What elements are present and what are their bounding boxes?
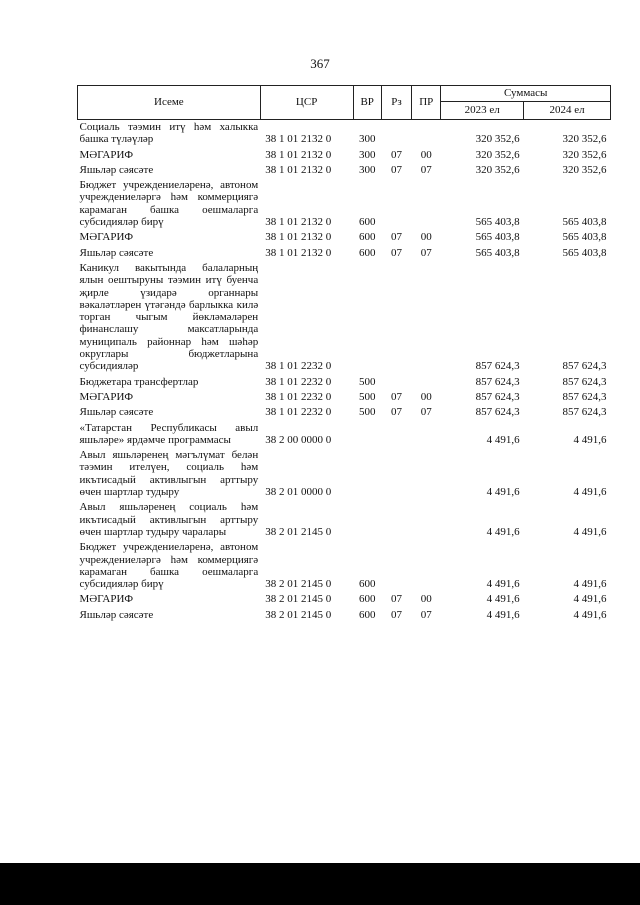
table-row	[78, 540, 611, 592]
row-pr	[412, 540, 441, 592]
header-vr: ВР	[353, 86, 381, 120]
row-sum-2023: 320 352,6	[475, 148, 520, 161]
row-pr	[412, 120, 441, 148]
row-name: Авыл яшьләренең мәгълүмат белән тәэмин ителүен, социаль һәм икътисадый активлыгын арттыру өчен шартлар тудыру	[79, 449, 259, 499]
header-csr: ЦСР	[260, 86, 353, 120]
table-row	[78, 163, 611, 178]
row-rz	[381, 120, 411, 148]
header-rz: Рз	[381, 86, 411, 120]
row-sum-2024: 565 403,8	[562, 246, 607, 259]
row-csr: 38 2 01 0000 0	[265, 486, 332, 499]
header-year-2023: 2023 ел	[441, 102, 524, 120]
table-row	[78, 390, 611, 405]
header-pr: ПР	[412, 86, 441, 120]
row-sum-2023: 4 491,6	[486, 433, 520, 446]
row-sum-2024: 320 352,6	[562, 133, 607, 146]
row-sum-2023: 565 403,8	[475, 246, 520, 259]
row-name: Яшьләр сәясәте	[79, 246, 154, 259]
row-csr: 38 1 01 2132 0	[265, 216, 332, 229]
row-csr: 38 1 01 2132 0	[265, 246, 332, 259]
row-name: Яшьләр сәясәте	[79, 163, 154, 176]
row-csr: 38 1 01 2232 0	[265, 406, 332, 419]
row-pr	[412, 500, 441, 540]
scan-bottom-edge	[0, 863, 640, 905]
row-rz: 07	[390, 390, 402, 403]
row-sum-2023: 4 491,6	[486, 578, 520, 591]
row-rz: 07	[390, 148, 402, 161]
row-name: Бюджет учреждениеләренә, автоном учреждениеләргә һәм коммерциягә карамаган башка оешмаларга субсидияләр бирү	[79, 541, 259, 591]
row-sum-2023: 320 352,6	[475, 163, 520, 176]
row-pr	[412, 421, 441, 449]
row-csr: 38 1 01 2132 0	[265, 133, 332, 146]
row-pr: 00	[420, 390, 432, 403]
row-pr: 07	[420, 246, 432, 259]
row-pr	[412, 178, 441, 230]
row-pr	[412, 261, 441, 375]
row-sum-2024: 4 491,6	[573, 608, 607, 621]
row-sum-2023: 857 624,3	[475, 375, 520, 388]
row-sum-2023: 4 491,6	[486, 486, 520, 499]
row-sum-2023: 857 624,3	[475, 406, 520, 419]
row-rz: 07	[390, 231, 402, 244]
row-pr	[412, 375, 441, 390]
row-vr: 600	[358, 608, 376, 621]
row-rz: 07	[390, 246, 402, 259]
row-rz	[381, 261, 411, 375]
row-csr: 38 1 01 2132 0	[265, 148, 332, 161]
budget-table	[77, 85, 611, 623]
table-row	[78, 230, 611, 245]
row-rz: 07	[390, 163, 402, 176]
row-vr	[353, 448, 381, 500]
table-row	[78, 120, 611, 148]
row-sum-2024: 4 491,6	[573, 486, 607, 499]
row-csr: 38 1 01 2232 0	[265, 360, 332, 373]
row-vr: 500	[358, 406, 376, 419]
row-name: Бюджет учреждениеләренә, автоном учреждениеләргә һәм коммерциягә карамаган башка оешмаларга субсидияләр бирү	[79, 179, 259, 229]
row-sum-2024: 4 491,6	[573, 578, 607, 591]
row-pr: 00	[420, 593, 432, 606]
row-vr: 600	[358, 593, 376, 606]
row-sum-2024: 565 403,8	[562, 231, 607, 244]
row-name: Яшьләр сәясәте	[79, 406, 154, 419]
row-name: МӘГАРИФ	[79, 390, 134, 403]
row-name: МӘГАРИФ	[79, 593, 134, 606]
row-name: Бюджетара трансфертлар	[79, 375, 199, 388]
row-sum-2023: 4 491,6	[486, 593, 520, 606]
table-header	[78, 86, 611, 120]
row-rz	[381, 540, 411, 592]
row-pr	[412, 448, 441, 500]
table-row	[78, 405, 611, 420]
page-number: 367	[310, 56, 330, 71]
table-row	[78, 500, 611, 540]
row-csr: 38 2 01 2145 0	[265, 525, 332, 538]
row-csr: 38 1 01 2232 0	[265, 390, 332, 403]
row-sum-2024: 857 624,3	[562, 390, 607, 403]
row-rz: 07	[390, 608, 402, 621]
table-row	[78, 592, 611, 607]
row-vr: 600	[358, 578, 376, 591]
table-row	[78, 246, 611, 261]
row-csr: 38 2 01 2145 0	[265, 608, 332, 621]
row-name: «Татарстан Республикасы авыл яшьләре» ярдәмче программасы	[79, 421, 259, 446]
row-name: МӘГАРИФ	[79, 148, 134, 161]
row-sum-2024: 565 403,8	[562, 216, 607, 229]
row-sum-2024: 857 624,3	[562, 360, 607, 373]
row-sum-2024: 857 624,3	[562, 406, 607, 419]
row-vr: 500	[358, 375, 376, 388]
row-sum-2023: 565 403,8	[475, 231, 520, 244]
row-csr: 38 1 01 2132 0	[265, 231, 332, 244]
table-row	[78, 608, 611, 623]
row-rz	[381, 448, 411, 500]
table-row	[78, 178, 611, 230]
row-sum-2024: 320 352,6	[562, 148, 607, 161]
header-name: Исеме	[78, 86, 261, 120]
row-sum-2023: 4 491,6	[486, 525, 520, 538]
row-vr: 600	[358, 231, 376, 244]
row-rz	[381, 178, 411, 230]
row-name: Каникул вакытында балаларның ялын оештыруны тәэмин итү буенча җирле үзидарә органнары вәкаләтләрен үтәгәндә барлыкка килә торган чыгым йөкләмәләрен финанслашу максатларында муниципаль районнар һәм шәһәр округлары бюджетларына субсидияләр	[79, 261, 259, 373]
header-sums: Суммасы	[441, 86, 611, 102]
row-csr: 38 2 01 2145 0	[265, 593, 332, 606]
row-vr: 600	[358, 246, 376, 259]
row-csr: 38 2 01 2145 0	[265, 578, 332, 591]
row-rz	[381, 500, 411, 540]
row-name: Авыл яшьләренең социаль һәм икътисадый активлыгын арттыру өчен шартлар тудыру чаралары	[79, 501, 259, 538]
row-sum-2024: 4 491,6	[573, 433, 607, 446]
row-vr: 300	[358, 133, 376, 146]
row-sum-2023: 565 403,8	[475, 216, 520, 229]
table-row	[78, 261, 611, 375]
row-vr	[353, 500, 381, 540]
row-pr: 07	[420, 406, 432, 419]
table-body	[78, 120, 611, 623]
table-row	[78, 421, 611, 449]
table-row	[78, 448, 611, 500]
row-rz: 07	[390, 406, 402, 419]
row-sum-2023: 857 624,3	[475, 360, 520, 373]
row-vr: 300	[358, 148, 376, 161]
row-csr: 38 1 01 2232 0	[265, 375, 332, 388]
row-sum-2024: 4 491,6	[573, 593, 607, 606]
row-vr	[353, 421, 381, 449]
table-row	[78, 375, 611, 390]
row-rz	[381, 421, 411, 449]
row-pr: 07	[420, 608, 432, 621]
row-sum-2023: 320 352,6	[475, 133, 520, 146]
row-name: Социаль тәэмин итү һәм халыкка башка түләүләр	[79, 121, 259, 146]
row-name: Яшьләр сәясәте	[79, 608, 154, 621]
table-row	[78, 148, 611, 163]
row-pr: 07	[420, 163, 432, 176]
row-csr: 38 2 00 0000 0	[265, 433, 332, 446]
row-csr: 38 1 01 2132 0	[265, 163, 332, 176]
header-year-2024: 2024 ел	[524, 102, 611, 120]
row-pr: 00	[420, 148, 432, 161]
row-vr: 500	[358, 390, 376, 403]
row-vr: 600	[358, 216, 376, 229]
row-vr	[353, 261, 381, 375]
row-name: МӘГАРИФ	[79, 231, 134, 244]
row-rz	[381, 375, 411, 390]
row-sum-2024: 320 352,6	[562, 163, 607, 176]
row-sum-2024: 4 491,6	[573, 525, 607, 538]
row-pr: 00	[420, 231, 432, 244]
row-sum-2023: 4 491,6	[486, 608, 520, 621]
row-vr: 300	[358, 163, 376, 176]
row-sum-2024: 857 624,3	[562, 375, 607, 388]
row-rz: 07	[390, 593, 402, 606]
row-sum-2023: 857 624,3	[475, 390, 520, 403]
